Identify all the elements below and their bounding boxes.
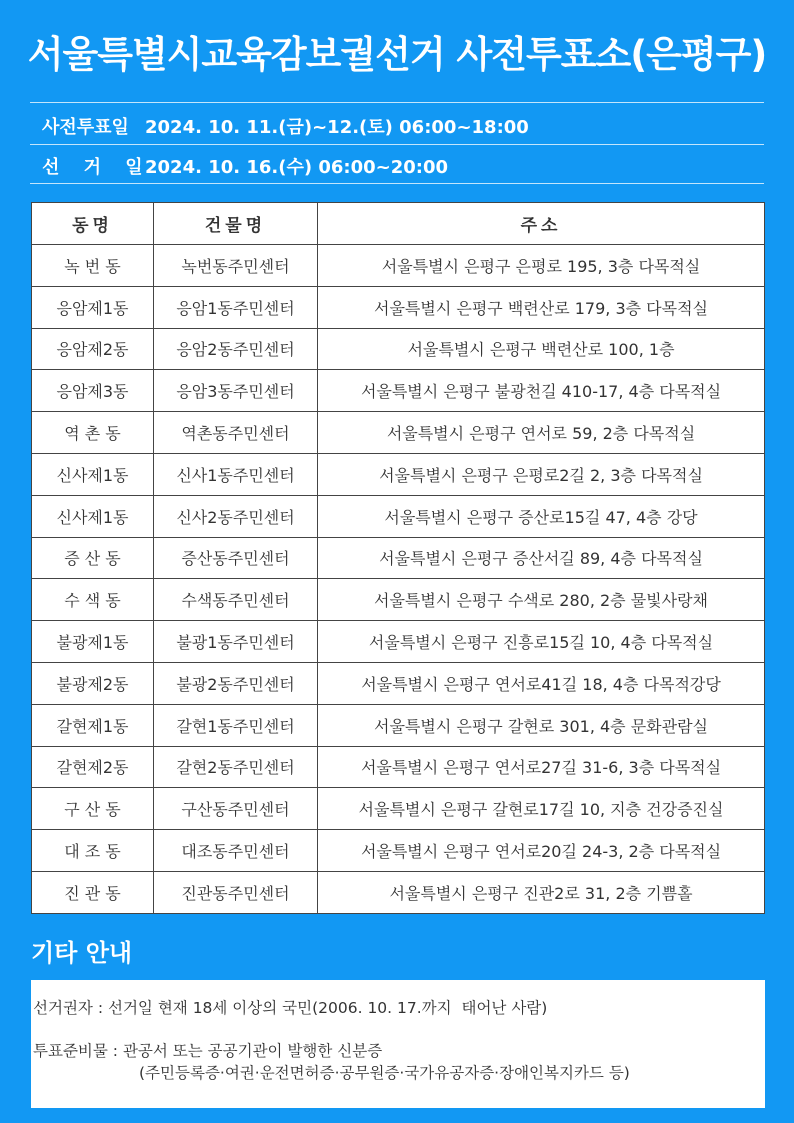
cell-address: 서울특별시 은평구 연서로41길 18, 4층 다목적강당: [318, 662, 765, 704]
cell-address: 서울특별시 은평구 갈현로 301, 4층 문화관람실: [318, 704, 765, 746]
divider: [30, 183, 764, 184]
id-examples: (주민등록증·여권·운전면허증·공무원증·국가유공자증·장애인복지카드 등): [139, 1064, 630, 1082]
table-row: [32, 370, 765, 412]
early-vote-row: [42, 113, 529, 139]
cell-building: 응암3동주민센터: [154, 370, 318, 412]
cell-address: 서울특별시 은평구 연서로 59, 2층 다목적실: [318, 412, 765, 454]
table-row: [32, 871, 765, 913]
cell-dong: 대 조 동: [32, 830, 154, 872]
etc-info-box: [31, 980, 765, 1108]
table-row: [32, 662, 765, 704]
table-row: [32, 495, 765, 537]
cell-building: 신사1동주민센터: [154, 453, 318, 495]
etc-title: 기타 안내: [31, 939, 133, 967]
cell-dong: 불광제1동: [32, 621, 154, 663]
cell-dong: 구 산 동: [32, 788, 154, 830]
cell-building: 불광1동주민센터: [154, 621, 318, 663]
election-day-row: [42, 153, 448, 179]
cell-building: 신사2동주민센터: [154, 495, 318, 537]
cell-dong: 갈현제1동: [32, 704, 154, 746]
cell-dong: 응암제3동: [32, 370, 154, 412]
table-row: [32, 412, 765, 454]
table-row: [32, 453, 765, 495]
cell-building: 구산동주민센터: [154, 788, 318, 830]
cell-dong: 녹 번 동: [32, 245, 154, 287]
election-day-value: 2024. 10. 16.(수) 06:00~20:00: [145, 157, 449, 178]
cell-address: 서울특별시 은평구 갈현로17길 10, 지층 건강증진실: [318, 788, 765, 830]
divider: [30, 144, 764, 145]
table-header-row: [32, 203, 765, 245]
cell-dong: 신사제1동: [32, 453, 154, 495]
cell-dong: 진 관 동: [32, 871, 154, 913]
cell-address: 서울특별시 은평구 진흥로15길 10, 4층 다목적실: [318, 621, 765, 663]
id-requirement: 투표준비물 : 관공서 또는 공공기관이 발행한 신분증: [33, 1042, 383, 1060]
table-row: [32, 286, 765, 328]
table-row: [32, 537, 765, 579]
cell-dong: 역 촌 동: [32, 412, 154, 454]
header-dong: 동명: [32, 203, 154, 245]
cell-dong: 응암제2동: [32, 328, 154, 370]
cell-address: 서울특별시 은평구 연서로20길 24-3, 2층 다목적실: [318, 830, 765, 872]
cell-address: 서울특별시 은평구 불광천길 410-17, 4층 다목적실: [318, 370, 765, 412]
cell-building: 녹번동주민센터: [154, 245, 318, 287]
cell-address: 서울특별시 은평구 연서로27길 31-6, 3층 다목적실: [318, 746, 765, 788]
cell-building: 불광2동주민센터: [154, 662, 318, 704]
cell-building: 응암2동주민센터: [154, 328, 318, 370]
table-row: [32, 245, 765, 287]
voter-eligibility: 선거권자 : 선거일 현재 18세 이상의 국민(2006. 10. 17.까지 태어난 사람): [33, 999, 548, 1017]
cell-building: 응암1동주민센터: [154, 286, 318, 328]
early-vote-label: 사전투표일: [42, 117, 129, 138]
cell-address: 서울특별시 은평구 은평로 195, 3층 다목적실: [318, 245, 765, 287]
cell-dong: 신사제1동: [32, 495, 154, 537]
early-vote-value: 2024. 10. 11.(금)~12.(토) 06:00~18:00: [145, 117, 529, 138]
cell-address: 서울특별시 은평구 백련산로 179, 3층 다목적실: [318, 286, 765, 328]
cell-building: 갈현1동주민센터: [154, 704, 318, 746]
cell-dong: 증 산 동: [32, 537, 154, 579]
election-day-label: 선 거 일: [42, 157, 152, 178]
cell-address: 서울특별시 은평구 증산서길 89, 4층 다목적실: [318, 537, 765, 579]
cell-dong: 응암제1동: [32, 286, 154, 328]
cell-address: 서울특별시 은평구 증산로15길 47, 4층 강당: [318, 495, 765, 537]
cell-building: 증산동주민센터: [154, 537, 318, 579]
table-row: [32, 621, 765, 663]
cell-building: 진관동주민센터: [154, 871, 318, 913]
cell-building: 수색동주민센터: [154, 579, 318, 621]
cell-building: 대조동주민센터: [154, 830, 318, 872]
table-row: [32, 830, 765, 872]
cell-address: 서울특별시 은평구 수색로 280, 2층 물빛사랑채: [318, 579, 765, 621]
header-address: 주소: [318, 203, 765, 245]
page-title: 서울특별시교육감보궐선거 사전투표소(은평구): [27, 33, 767, 76]
table-row: [32, 328, 765, 370]
cell-address: 서울특별시 은평구 은평로2길 2, 3층 다목적실: [318, 453, 765, 495]
table-row: [32, 579, 765, 621]
table-row: [32, 704, 765, 746]
polling-station-table: [31, 202, 765, 913]
header-building: 건물명: [154, 203, 318, 245]
cell-building: 갈현2동주민센터: [154, 746, 318, 788]
cell-dong: 불광제2동: [32, 662, 154, 704]
divider: [30, 102, 764, 103]
cell-dong: 수 색 동: [32, 579, 154, 621]
table-row: [32, 788, 765, 830]
cell-address: 서울특별시 은평구 백련산로 100, 1층: [318, 328, 765, 370]
cell-address: 서울특별시 은평구 진관2로 31, 2층 기쁨홀: [318, 871, 765, 913]
table-row: [32, 746, 765, 788]
cell-building: 역촌동주민센터: [154, 412, 318, 454]
cell-dong: 갈현제2동: [32, 746, 154, 788]
